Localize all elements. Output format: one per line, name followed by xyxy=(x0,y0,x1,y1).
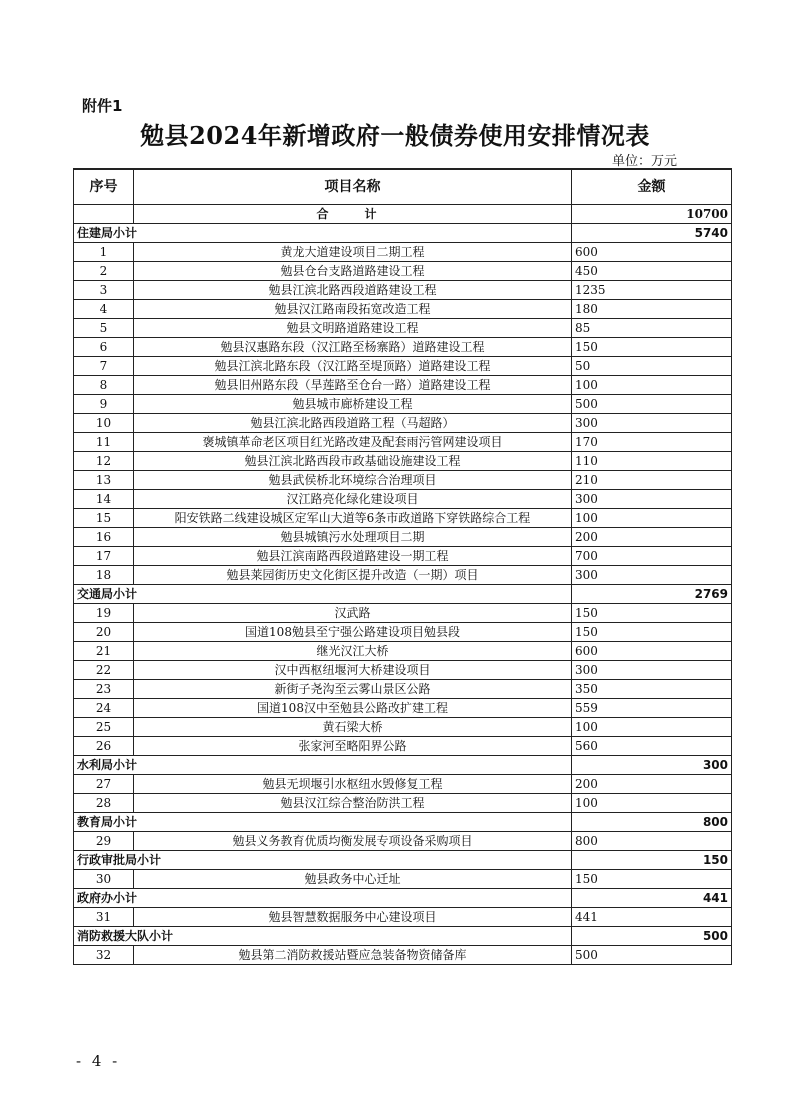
row-number: 20 xyxy=(74,623,134,642)
table-row xyxy=(74,338,732,357)
project-amount: 500 xyxy=(572,946,732,965)
project-amount: 350 xyxy=(572,680,732,699)
table-row xyxy=(74,300,732,319)
table-row xyxy=(74,623,732,642)
row-number: 13 xyxy=(74,471,134,490)
project-amount: 300 xyxy=(572,566,732,585)
table-row xyxy=(74,794,732,813)
project-amount: 85 xyxy=(572,319,732,338)
row-number: 4 xyxy=(74,300,134,319)
table-row xyxy=(74,870,732,889)
row-number: 24 xyxy=(74,699,134,718)
project-name: 勉县城镇污水处理项目二期 xyxy=(134,528,572,547)
table-header-row xyxy=(74,169,732,205)
subtotal-row xyxy=(74,224,732,243)
header-name: 项目名称 xyxy=(134,169,572,205)
row-number: 11 xyxy=(74,433,134,452)
table-row xyxy=(74,395,732,414)
table-row xyxy=(74,433,732,452)
header-amount: 金额 xyxy=(572,169,732,205)
row-number: 6 xyxy=(74,338,134,357)
project-amount: 441 xyxy=(572,908,732,927)
subtotal-amount: 800 xyxy=(572,813,732,832)
table-row xyxy=(74,775,732,794)
table-row xyxy=(74,471,732,490)
subtotal-amount: 300 xyxy=(572,756,732,775)
table-row xyxy=(74,319,732,338)
project-name: 勉县汉江综合整治防洪工程 xyxy=(134,794,572,813)
project-name: 勉县江滨北路西段道路工程（马超路） xyxy=(134,414,572,433)
project-amount: 110 xyxy=(572,452,732,471)
row-number: 27 xyxy=(74,775,134,794)
subtotal-label: 消防救援大队小计 xyxy=(74,927,572,946)
table-row xyxy=(74,737,732,756)
total-no-cell xyxy=(74,205,134,224)
subtotal-row xyxy=(74,585,732,604)
project-amount: 300 xyxy=(572,661,732,680)
project-amount: 170 xyxy=(572,433,732,452)
table-row xyxy=(74,642,732,661)
row-number: 16 xyxy=(74,528,134,547)
row-number: 22 xyxy=(74,661,134,680)
row-number: 21 xyxy=(74,642,134,661)
table-row xyxy=(74,414,732,433)
row-number: 23 xyxy=(74,680,134,699)
total-row xyxy=(74,205,732,224)
subtotal-label: 行政审批局小计 xyxy=(74,851,572,870)
row-number: 31 xyxy=(74,908,134,927)
row-number: 28 xyxy=(74,794,134,813)
table-row xyxy=(74,661,732,680)
header-no: 序号 xyxy=(74,169,134,205)
table-row xyxy=(74,604,732,623)
project-amount: 800 xyxy=(572,832,732,851)
subtotal-label: 政府办小计 xyxy=(74,889,572,908)
project-amount: 150 xyxy=(572,623,732,642)
project-amount: 150 xyxy=(572,870,732,889)
project-name: 勉县智慧数据服务中心建设项目 xyxy=(134,908,572,927)
project-amount: 100 xyxy=(572,718,732,737)
row-number: 2 xyxy=(74,262,134,281)
subtotal-amount: 2769 xyxy=(572,585,732,604)
row-number: 19 xyxy=(74,604,134,623)
project-name: 褒城镇革命老区项目红光路改建及配套雨污管网建设项目 xyxy=(134,433,572,452)
project-name: 勉县武侯桥北环境综合治理项目 xyxy=(134,471,572,490)
project-name: 勉县江滨北路东段（汉江路至堤顶路）道路建设工程 xyxy=(134,357,572,376)
row-number: 26 xyxy=(74,737,134,756)
project-name: 继光汉江大桥 xyxy=(134,642,572,661)
project-amount: 600 xyxy=(572,642,732,661)
table-row xyxy=(74,718,732,737)
row-number: 5 xyxy=(74,319,134,338)
table-row xyxy=(74,490,732,509)
project-amount: 560 xyxy=(572,737,732,756)
project-amount: 450 xyxy=(572,262,732,281)
project-name: 勉县旧州路东段（旱莲路至仓台一路）道路建设工程 xyxy=(134,376,572,395)
project-name: 勉县义务教育优质均衡发展专项设备采购项目 xyxy=(134,832,572,851)
project-amount: 300 xyxy=(572,414,732,433)
project-name: 勉县第二消防救援站暨应急装备物资储备库 xyxy=(134,946,572,965)
project-amount: 100 xyxy=(572,794,732,813)
row-number: 29 xyxy=(74,832,134,851)
row-number: 25 xyxy=(74,718,134,737)
project-name: 勉县汉惠路东段（汉江路至杨寨路）道路建设工程 xyxy=(134,338,572,357)
project-amount: 559 xyxy=(572,699,732,718)
table-row xyxy=(74,547,732,566)
row-number: 18 xyxy=(74,566,134,585)
project-name: 勉县江滨北路西段道路建设工程 xyxy=(134,281,572,300)
project-amount: 1235 xyxy=(572,281,732,300)
subtotal-amount: 500 xyxy=(572,927,732,946)
project-name: 勉县文明路道路建设工程 xyxy=(134,319,572,338)
subtotal-amount: 441 xyxy=(572,889,732,908)
project-amount: 100 xyxy=(572,509,732,528)
row-number: 9 xyxy=(74,395,134,414)
project-name: 汉江路亮化绿化建设项目 xyxy=(134,490,572,509)
table-row xyxy=(74,908,732,927)
project-name: 汉武路 xyxy=(134,604,572,623)
project-amount: 600 xyxy=(572,243,732,262)
row-number: 1 xyxy=(74,243,134,262)
subtotal-row xyxy=(74,927,732,946)
attachment-label: 附件1 xyxy=(82,97,123,115)
subtotal-label: 水利局小计 xyxy=(74,756,572,775)
project-amount: 500 xyxy=(572,395,732,414)
table-row xyxy=(74,566,732,585)
project-amount: 100 xyxy=(572,376,732,395)
project-name: 汉中西枢纽堰河大桥建设项目 xyxy=(134,661,572,680)
subtotal-amount: 150 xyxy=(572,851,732,870)
row-number: 12 xyxy=(74,452,134,471)
row-number: 14 xyxy=(74,490,134,509)
table-row xyxy=(74,281,732,300)
subtotal-row xyxy=(74,851,732,870)
project-amount: 700 xyxy=(572,547,732,566)
subtotal-label: 住建局小计 xyxy=(74,224,572,243)
project-amount: 50 xyxy=(572,357,732,376)
table-row xyxy=(74,680,732,699)
total-label: 合 计 xyxy=(134,205,572,224)
table-row xyxy=(74,509,732,528)
project-name: 勉县莱园街历史文化街区提升改造（一期）项目 xyxy=(134,566,572,585)
row-number: 8 xyxy=(74,376,134,395)
project-name: 勉县城市廊桥建设工程 xyxy=(134,395,572,414)
project-name: 黄石梁大桥 xyxy=(134,718,572,737)
total-amount: 10700 xyxy=(572,205,732,224)
table-row xyxy=(74,452,732,471)
table-row xyxy=(74,699,732,718)
row-number: 7 xyxy=(74,357,134,376)
table-row xyxy=(74,243,732,262)
project-name: 勉县江滨南路西段道路建设一期工程 xyxy=(134,547,572,566)
project-amount: 180 xyxy=(572,300,732,319)
table-row xyxy=(74,357,732,376)
project-name: 勉县仓台支路道路建设工程 xyxy=(134,262,572,281)
project-amount: 150 xyxy=(572,604,732,623)
subtotal-amount: 5740 xyxy=(572,224,732,243)
subtotal-row xyxy=(74,813,732,832)
subtotal-row xyxy=(74,889,732,908)
page-number: - 4 - xyxy=(76,1052,121,1070)
project-name: 勉县江滨北路西段市政基础设施建设工程 xyxy=(134,452,572,471)
project-name: 勉县汉江路南段拓宽改造工程 xyxy=(134,300,572,319)
project-name: 阳安铁路二线建设城区定军山大道等6条市政道路下穿铁路综合工程 xyxy=(134,509,572,528)
project-amount: 200 xyxy=(572,775,732,794)
project-name: 黄龙大道建设项目二期工程 xyxy=(134,243,572,262)
table-row xyxy=(74,528,732,547)
project-name: 张家河至略阳界公路 xyxy=(134,737,572,756)
subtotal-label: 教育局小计 xyxy=(74,813,572,832)
project-amount: 210 xyxy=(572,471,732,490)
table-row xyxy=(74,262,732,281)
project-amount: 150 xyxy=(572,338,732,357)
subtotal-label: 交通局小计 xyxy=(74,585,572,604)
table-row xyxy=(74,832,732,851)
table-row xyxy=(74,946,732,965)
row-number: 3 xyxy=(74,281,134,300)
project-name: 勉县政务中心迁址 xyxy=(134,870,572,889)
table-row xyxy=(74,376,732,395)
row-number: 30 xyxy=(74,870,134,889)
row-number: 10 xyxy=(74,414,134,433)
project-name: 国道108汉中至勉县公路改扩建工程 xyxy=(134,699,572,718)
debt-allocation-table xyxy=(73,168,732,965)
project-name: 国道108勉县至宁强公路建设项目勉县段 xyxy=(134,623,572,642)
project-amount: 300 xyxy=(572,490,732,509)
project-name: 勉县无坝堰引水枢纽水毁修复工程 xyxy=(134,775,572,794)
unit-label: 单位：万元 xyxy=(612,154,678,169)
row-number: 15 xyxy=(74,509,134,528)
row-number: 32 xyxy=(74,946,134,965)
page-title: 勉县2024年新增政府一般债券使用安排情况表 xyxy=(140,121,650,150)
table-body xyxy=(74,205,732,965)
project-name: 新街子尧沟至云雾山景区公路 xyxy=(134,680,572,699)
project-amount: 200 xyxy=(572,528,732,547)
row-number: 17 xyxy=(74,547,134,566)
subtotal-row xyxy=(74,756,732,775)
